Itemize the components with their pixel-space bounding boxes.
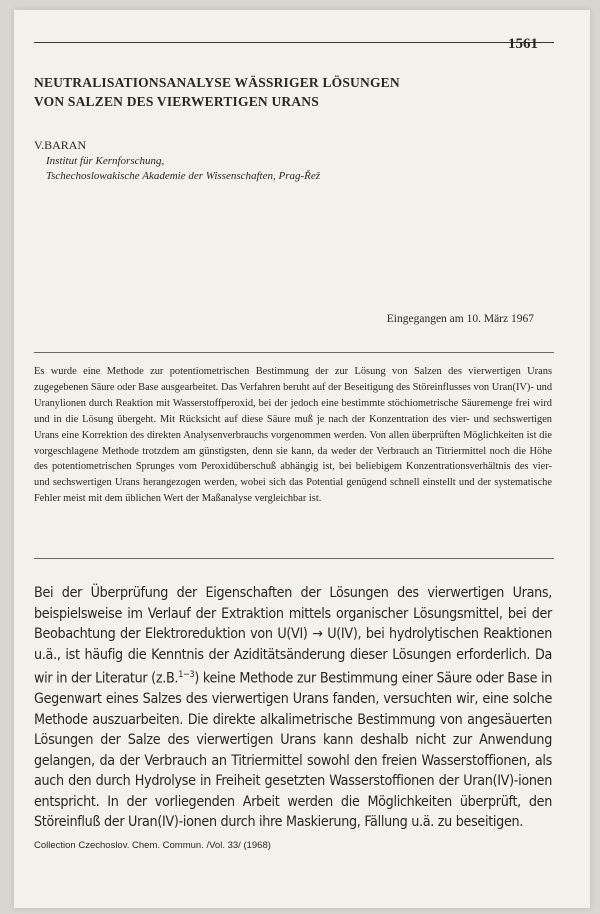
abstract-bottom-rule — [34, 558, 554, 559]
abstract-text: Es wurde eine Methode zur potentiometrischen Bestimmung der zur Lösung von Salzen des vierwertigen Urans zugegebenen Säure oder Base ausgearbeitet. Das Verfahren beruht auf der Beseitigung des Störeinflusses von Uran(IV)- und Uranylionen durch Reaktion mit Wasserstoffperoxid, bei der jedoch eine bestimmte stöchiometrische Säuremenge frei wird und in die Lösung übergeht. Mit Rücksicht auf diese Säure muß je nach der Konzentration des vier- und sechswertigen Urans eine Korrektion des direkten Analysenverbrauchs vorgenommen werden. Von allen überprüften Möglichkeiten ist die vorgeschlagene Methode trotzdem am günstigsten, denn sie kann, da weder der Verbrauch an Titriermittel noch die Höhe des potentiometrischen Sprunges vom Peroxidüberschuß abhängig ist, bei beliebigem Konzentrationsverhältnis des vier- und sechswertigen Urans herangezogen werden, wobei sich das Potential genügend schnell einstellt und der systematische Fehler meist mit dem üblichen Wert der Maßanalyse vergleichbar ist. — [34, 366, 553, 505]
author-name: V.BARAN — [34, 138, 87, 152]
body-paragraph — [34, 583, 552, 833]
affiliation-line-1: Institut für Kernforschung, — [46, 155, 165, 167]
body-text-part-2: ) keine Methode zur Bestimmung einer Säure oder Base in Gegenwart eines Salzes des vierwertigen Urans fanden, versuchten wir, eine solche Methode auszuarbeiten. Die direkte alkalimetrische Bestimmung von angesäuerten Lösungen der Salze des vierwertigen Urans kann deshalb nicht zur Anwendung gelangen, da der Verbrauch an Titriermittel sowohl den freien Wasserstoffionen, als auch den durch Hydrolyse in Freiheit gesetzten Wasserstoffionen der Uran(IV)-ionen entspricht. In der vorliegenden Arbeit werden die Möglichkeiten überprüft, den Störeinfluß der Uran(IV)-ionen durch ihre Maskierung, Fällung u.ä. zu beseitigen. — [34, 670, 552, 831]
title-line-2: VON SALZEN DES VIERWERTIGEN URANS — [34, 94, 319, 109]
author-affiliation — [46, 154, 320, 184]
header-rule — [34, 42, 554, 43]
body-text-part-1: Bei der Überprüfung der Eigenschaften der Lösungen des vierwertigen Urans, beispielsweise im Verlauf der Extraktion mittels organischer Lösungsmittel, bei der Beobachtung der Elektroreduktion von U(VI) → U(IV), bei hydrolytischen Reaktionen u.ä., ist häufig die Kenntnis der Aziditätsänderung dieser Lösungen erforderlich. Da wir in der Literatur (z.B. — [34, 585, 552, 687]
journal-page — [14, 10, 590, 908]
affiliation-line-2: Tschechoslowakische Akademie der Wissenschaften, Prag-Řež — [46, 170, 321, 182]
received-date: Eingegangen am 10. März 1967 — [386, 313, 534, 325]
article-title — [34, 73, 554, 111]
page-number: 1561 — [508, 36, 538, 52]
abstract-top-rule — [34, 352, 554, 353]
journal-footer: Collection Czechoslov. Chem. Commun. /Vol. 33/ (1968) — [34, 840, 271, 851]
title-line-1: NEUTRALISATIONSANALYSE WÄSSRIGER LÖSUNGEN — [34, 75, 400, 90]
citation-superscript: 1−3 — [178, 670, 195, 680]
